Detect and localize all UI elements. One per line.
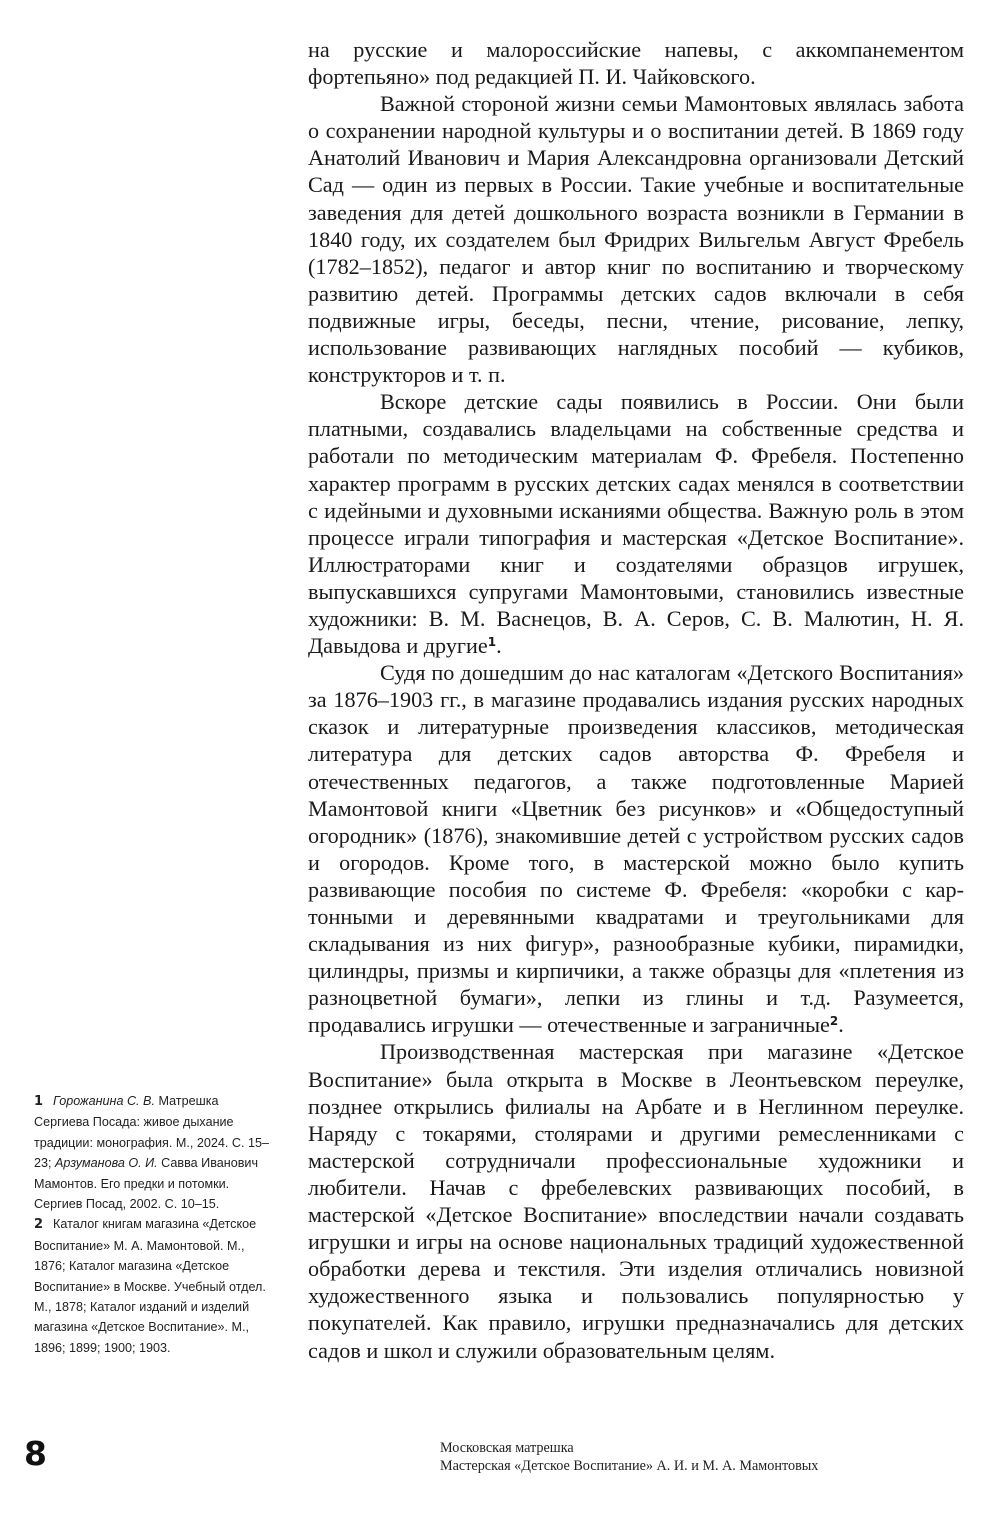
paragraph-workshop: Производственная мастерская при магазине «Детское Воспитание» была открыта в Москве в Леонтьевском переулке, позднее открылись филиалы на Арбате и в Неглинном переулке. Наряду с токарями, столярами и другими ремесленниками с мастерской сотрудничали профессиональные художники и любители. Начав с фребелевских развивающих пособий, в мастерской «Детское Воспитание» впоследствии начали создавать игрушки и игры на основе национальных традиций художественной обработки дерева и текстиля. Эти изделия отличались новизной художественного языка и пользовались популярностью у покупателей. Как правило, игрушки предназначались для детских садов и школ и служили образовательным целям. (308, 1039, 964, 1363)
paragraph-catalogs (308, 659, 964, 1038)
footnote-author: Горожанина С. В. (53, 1094, 155, 1108)
footnote-text: Савва Иванович Мамонтов. Его предки и потомки. Сергиев Посад, 2002. С. 10–15. (34, 1156, 259, 1212)
footnote-author: Арзуманова О. И. (55, 1156, 158, 1171)
paragraph-end-punct: . (496, 633, 502, 659)
paragraph-end-punct: . (838, 1012, 844, 1038)
footnotes (34, 1091, 272, 1358)
running-footer (440, 1440, 818, 1475)
page-number: 8 (24, 1434, 47, 1473)
running-footer-title: Московская матрешка (440, 1440, 574, 1456)
paragraph-continuation: на русские и малороссийские напевы, с аккомпанементом фортепьяно» под редакцией П. И. Чайковского. (308, 37, 964, 90)
footnote-1 (34, 1091, 272, 1214)
footnote-text: Матрешка Сергиева Посада: живое дыхание традиции: монография. М., 2024. С. 15–23; (34, 1094, 269, 1171)
footnote-number: 2 (34, 1217, 44, 1233)
footnote-text: Каталог книгам магазина «Детское Воспитание» М. А. Мамонтовой. М., 1876; Каталог магазина «Детское Воспитание» в Москве. Учебный отдел. М., 1878; Каталог изданий и изделий магазина «Детское Воспитание». М., 1896; 1899; 1900; 1903. (34, 1217, 266, 1355)
footnote-ref-2[interactable]: 2 (829, 1014, 839, 1029)
running-footer-subtitle: Мастерская «Детское Воспитание» А. И. и М. А. Мамонтовых (440, 1457, 819, 1474)
footnote-ref-1[interactable]: 1 (487, 635, 497, 650)
paragraph-text: Вскоре детские сады появились в России. Они были платными, создавались владельцами на собственные средства и работали по методическим материалам Ф. Фребеля. Постепенно характер программ в русских детских садах менялся в соответствии с идейными и духовными исканиями общества. Важную роль в этом процессе играли типография и мастерская «Детское Воспитание». Иллюстраторами книг и создателями образцов игрушек, выпускавшихся супругами Мамонтовыми, становились известные художники: В. М. Васнецов, В. А. Серов, С. В. Малютин, Н. Я. Давыдова и другие (308, 389, 964, 659)
paragraph-russian-kindergartens (308, 388, 964, 659)
footnote-number: 1 (34, 1094, 44, 1109)
footnote-2 (34, 1214, 272, 1358)
main-text-column (308, 36, 964, 1364)
paragraph-text: Судя по дошедшим до нас каталогам «Детского Воспитания» за 1876–1903 гг., в магазине продавались издания русских народных сказок и литературные произведения классиков, методическая литература для детских садов авторства Ф. Фребеля и отечественных педагогов, а также подготовленные Марией Мамонтовой книги «Цветник без рисунков» и «Общедоступный огородник» (1876), знакомившие детей с устройством русских садов и огородов. Кроме того, в мастерской можно было купить развивающие пособия по системе Ф. Фребеля: «коробки с картонными и деревянными квадратами и треугольниками для складывания из них фигур», разнообразные кубики, пирамидки, цилиндры, призмы и кирпичики, а также образцы для «плетения из разноцветной бумаги», лепки из глины и т.д. Разумеется, продавались игрушки — отечественные и заграничные (308, 660, 964, 1038)
paragraph-kindergarten: Важной стороной жизни семьи Мамонтовых являлась забота о сохранении народной культуры и о воспитании детей. В 1869 году Анатолий Иванович и Мария Александровна организовали Детский Сад — один из первых в России. Такие учебные и воспитательные заведения для детей дошкольного возраста возникли в Германии в 1840 году, их создателем был Фридрих Вильгельм Август Фребель (1782–1852), педагог и автор книг по воспитанию и творческому развитию детей. Программы детских садов включали в себя подвижные игры, беседы, песни, чтение, рисование, лепку, использование развивающих наглядных пособий — кубиков, конструкторов и т. п. (308, 91, 964, 388)
